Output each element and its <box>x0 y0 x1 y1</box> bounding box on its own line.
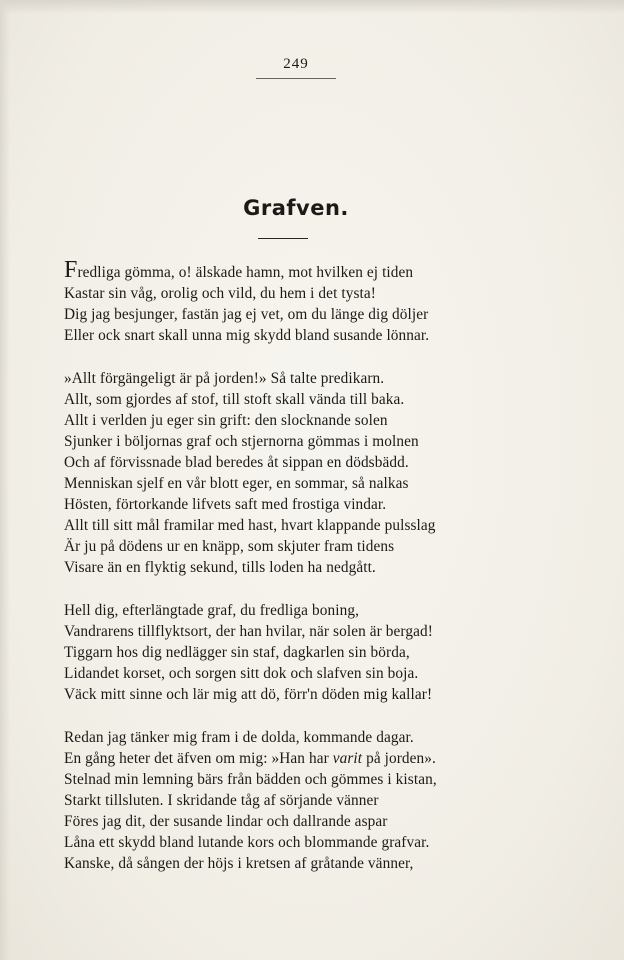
poem-line: Lidandet korset, och sorgen sitt dok och slafven sin boja. <box>64 665 419 682</box>
poem-line: Redan jag tänker mig fram i de dolda, kommande dagar. <box>64 729 414 746</box>
poem-line: Visare än en flyktig sekund, tills loden ha nedgått. <box>64 559 376 576</box>
title-rule <box>258 238 308 239</box>
poem-line: Allt, som gjordes af stof, till stoft skall vända till baka. <box>64 391 405 408</box>
stanza <box>64 368 534 578</box>
poem-line: »Allt förgängeligt är på jorden!» Så talte predikarn. <box>64 370 385 387</box>
poem-line: Eller ock snart skall unna mig skydd bland susande lönnar. <box>64 327 430 344</box>
poem-line: Sjunker i böljornas graf och stjernorna gömmas i molnen <box>64 433 419 450</box>
stanza <box>64 600 534 705</box>
stanza <box>64 727 534 874</box>
poem-line: Allt i verlden ju eger sin grift: den slocknande solen <box>64 412 388 429</box>
line-text: på jorden». <box>362 750 436 767</box>
page-number: 249 <box>283 56 309 72</box>
poem-line: Menniskan sjelf en vår blott eger, en sommar, så nalkas <box>64 475 409 492</box>
stanza <box>64 257 534 346</box>
poem-line: Väck mitt sinne och lär mig att dö, förr'n döden mig kallar! <box>64 686 433 703</box>
page-edge-shadow-top <box>0 0 624 14</box>
page-edge-shadow-left <box>0 0 10 960</box>
poem-body <box>64 257 534 896</box>
poem-line: Föres jag dit, der susande lindar och dallrande aspar <box>64 813 388 830</box>
poem-line: Starkt tillsluten. I skridande tåg af sörjande vänner <box>64 792 379 809</box>
initial-letter: F <box>64 257 78 283</box>
poem-line <box>64 257 534 283</box>
poem-line: Hell dig, efterlängtade graf, du fredliga boning, <box>64 602 360 619</box>
poem-line: Hösten, förtorkande lifvets saft med frostiga vindar. <box>64 496 387 513</box>
poem-line: Och af förvissnade blad beredes åt sippan en dödsbädd. <box>64 454 409 471</box>
poem-line: Låna ett skydd bland lutande kors och blommande grafvar. <box>64 834 430 851</box>
italic-word: varit <box>332 750 363 767</box>
poem-line: Kanske, då sången der höjs i kretsen af gråtande vänner, <box>64 855 414 872</box>
poem-title: Grafven. <box>243 196 349 220</box>
poem-line: Är ju på dödens ur en knäpp, som skjuter fram tidens <box>64 538 395 555</box>
poem-line: Tiggarn hos dig nedlägger sin staf, dagkarlen sin börda, <box>64 644 410 661</box>
poem-line: Vandrarens tillflyktsort, der han hvilar, när solen är bergad! <box>64 623 433 640</box>
poem-line <box>64 748 534 769</box>
line-text: redliga gömma, o! älskade hamn, mot hvilken ej tiden <box>77 264 414 281</box>
page-number-rule <box>256 78 336 79</box>
poem-line: Kastar sin våg, orolig och vild, du hem i det tysta! <box>64 285 376 302</box>
poem-line: Stelnad min lemning bärs från bädden och gömmes i kistan, <box>64 771 437 788</box>
line-text: En gång heter det äfven om mig: »Han har <box>64 750 333 767</box>
poem-line: Dig jag besjunger, fastän jag ej vet, om du länge dig döljer <box>64 306 429 323</box>
poem-line: Allt till sitt mål framilar med hast, hvart klappande pulsslag <box>64 517 436 534</box>
